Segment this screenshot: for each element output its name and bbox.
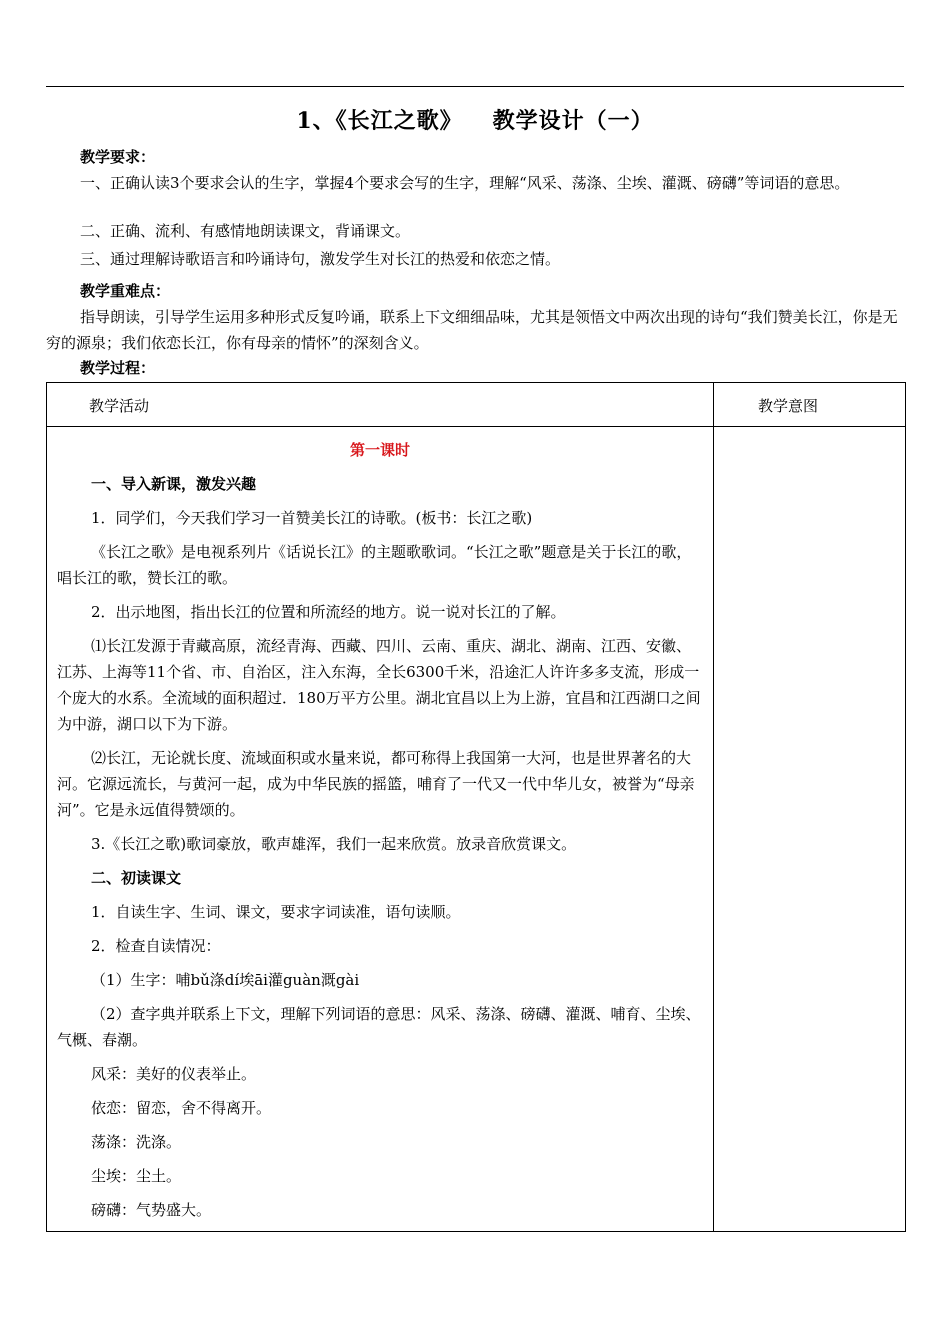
- paragraph: ⑵长江，无论就长度、流域面积或水量来说，都可称得上我国第一大河，也是世界著名的大河。它源远流长，与黄河一起，成为中华民族的摇篮，哺育了一代又一代中华儿女，被誉为“母亲河”。它是永远值得赞颂的。: [57, 749, 695, 819]
- paragraph: 2．出示地图，指出长江的位置和所流经的地方。说一说对长江的了解。: [91, 603, 566, 621]
- title-work: 《长江之歌》: [335, 108, 463, 134]
- page-title: [0, 104, 950, 135]
- lesson-label: 第一课时: [349, 441, 410, 459]
- key-points-heading: 教学重难点：: [80, 282, 171, 300]
- requirement-item-2: 二、正确、流利、有感情地朗读课文，背诵课文。: [80, 222, 411, 240]
- col-header-activity: 教学活动: [47, 383, 714, 427]
- paragraph: 1．同学们，今天我们学习一首赞美长江的诗歌。(板书：长江之歌): [91, 509, 533, 527]
- requirement-item-3: 三、通过理解诗歌语言和吟诵诗句，激发学生对长江的热爱和依恋之情。: [80, 250, 561, 268]
- paragraph: 3.《长江之歌)歌词豪放，歌声雄浑，我们一起来欣赏。放录音欣赏课文。: [91, 835, 577, 853]
- definition-item: 风采：美好的仪表举止。: [91, 1065, 257, 1083]
- intent-cell: [714, 427, 906, 1232]
- definition-item: 尘埃：尘土。: [91, 1167, 182, 1185]
- process-table: [46, 382, 906, 1232]
- top-rule: [46, 86, 904, 87]
- process-heading: 教学过程：: [80, 359, 156, 377]
- requirements-heading: 教学要求：: [80, 148, 156, 166]
- section-title-2: 二、初读课文: [91, 869, 182, 887]
- section-title-1: 一、导入新课，激发兴趣: [91, 475, 257, 493]
- col-header-intent: 教学意图: [714, 383, 906, 427]
- key-points-text: 指导朗读，引导学生运用多种形式反复吟诵，联系上下文细细品味，尤其是领悟文中两次出现的诗句“我们赞美长江，你是无穷的源泉；我们依恋长江，你有母亲的情怀”的深刻含义。: [46, 308, 898, 352]
- definition-item: 荡涤：洗涤。: [91, 1133, 182, 1151]
- requirement-item-1: 一、正确认读3个要求会认的生字，掌握4个要求会写的生字，理解“风采、荡涤、尘埃、灌溉、磅礴”等词语的意思。: [80, 174, 850, 192]
- paragraph: 1．自读生字、生词、课文，要求字词读准，语句读顺。: [91, 903, 461, 921]
- title-subtitle: 教学设计（一）: [492, 108, 654, 134]
- definition-item: 磅礴：气势盛大。: [91, 1201, 212, 1219]
- paragraph: （2）查字典并联系上下文，理解下列词语的意思：风采、荡涤、磅礴、灌溉、哺育、尘埃、气概、春潮。: [57, 1005, 701, 1049]
- activity-cell: [47, 427, 714, 1232]
- title-number: 1、: [296, 108, 336, 134]
- definition-item: 依恋：留恋，舍不得离开。: [91, 1099, 272, 1117]
- paragraph: 《长江之歌》是电视系列片《话说长江》的主题歌歌词。“长江之歌”题意是关于长江的歌，唱长江的歌，赞长江的歌。: [57, 543, 692, 587]
- paragraph: 2．检查自读情况：: [91, 937, 221, 955]
- paragraph: （1）生字：哺bǔ涤dí埃āi灌guàn溉gài: [91, 971, 360, 989]
- paragraph: ⑴长江发源于青藏高原，流经青海、西藏、四川、云南、重庆、湖北、湖南、江西、安徽、江苏、上海等11个省、市、自治区，注入东海，全长6300千米，沿途汇人许许多多支流，形成一个庞大的水系。全流域的面积超过．180万平方公里。湖北宜昌以上为上游，宜昌和江西湖口之间为中游，湖口以下为下游。: [57, 637, 701, 733]
